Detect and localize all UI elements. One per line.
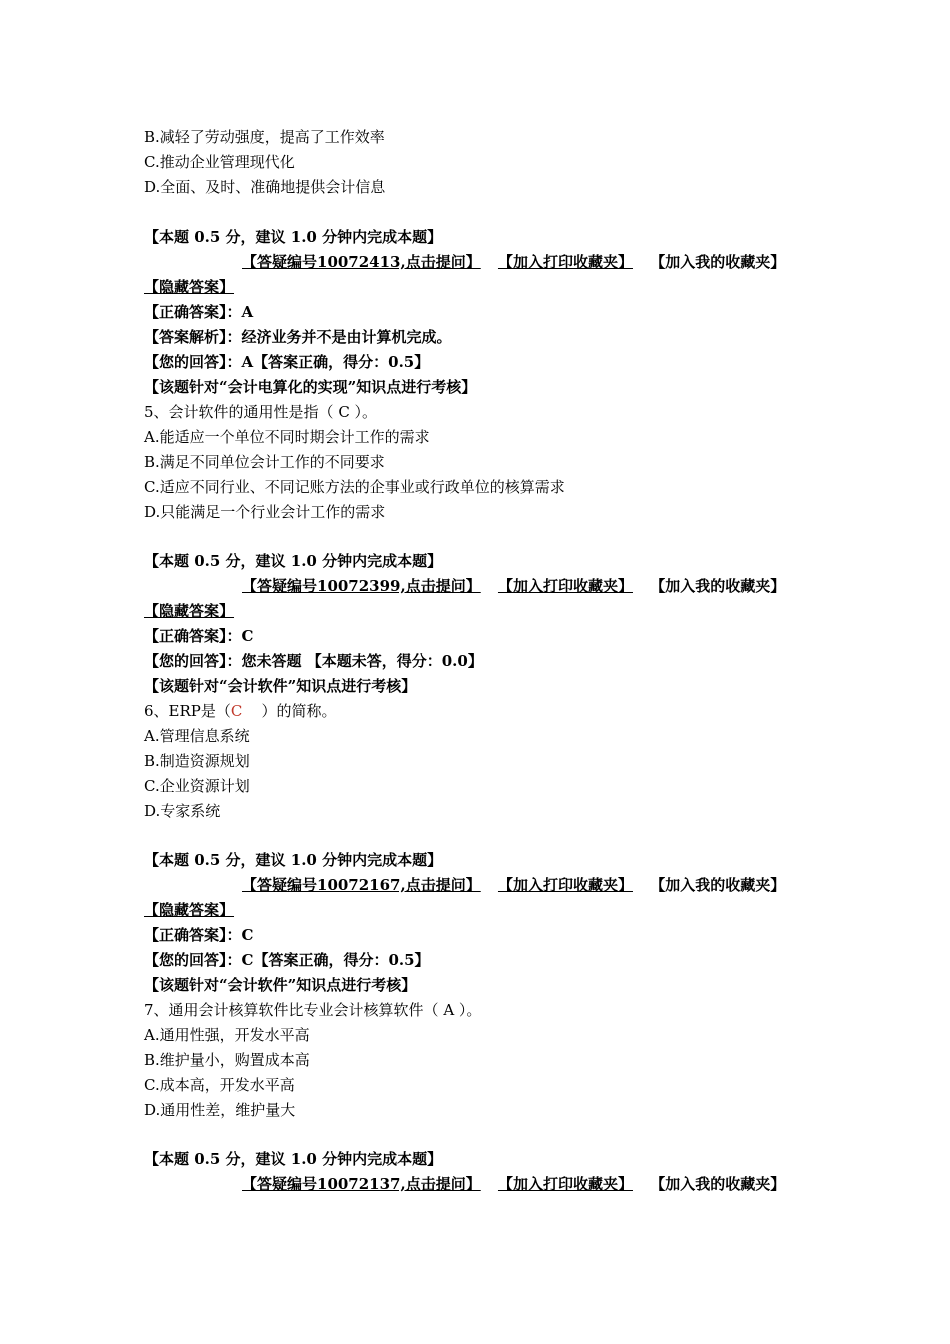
option-b: B.减轻了劳动强度，提高了工作效率 [144,128,385,146]
option-b: B.制造资源规划 [144,752,250,770]
your-answer: 【您的回答】：C【答案正确，得分：0.5】 [144,951,430,969]
option-c: C.推动企业管理现代化 [144,153,295,171]
option-d: D.专家系统 [144,802,221,820]
add-print-favorites-link[interactable]: 【加入打印收藏夹】 [497,577,633,595]
answer-analysis: 【答案解析】：经济业务并不是由计算机完成。 [144,328,452,346]
option-c: C.企业资源计划 [144,777,250,795]
question-meta: 【本题 0.5 分，建议 1.0 分钟内完成本题】 [144,851,443,869]
option-b: B.维护量小，购置成本高 [144,1051,310,1069]
question-links [242,251,797,273]
question-stem [144,700,336,722]
add-my-favorites-link[interactable]: 【加入我的收藏夹】 [650,577,786,595]
option-b: B.满足不同单位会计工作的不同要求 [144,453,385,471]
add-my-favorites-link[interactable]: 【加入我的收藏夹】 [650,876,786,894]
hide-answer-link[interactable]: 【隐藏答案】 [144,901,235,919]
add-print-favorites-link[interactable]: 【加入打印收藏夹】 [497,253,633,271]
option-d: D.通用性差，维护量大 [144,1101,296,1119]
knowledge-point: 【该题针对“会计电算化的实现”知识点进行考核】 [144,378,477,396]
correct-answer: 【正确答案】：C [144,627,254,645]
option-c: C.成本高，开发水平高 [144,1076,295,1094]
question-meta: 【本题 0.5 分，建议 1.0 分钟内完成本题】 [144,552,443,570]
option-a: A.管理信息系统 [144,727,250,745]
question-stem: 5、会计软件的通用性是指（ C ）。 [144,403,378,421]
question-links [242,874,797,896]
question-meta: 【本题 0.5 分，建议 1.0 分钟内完成本题】 [144,228,443,246]
add-my-favorites-link[interactable]: 【加入我的收藏夹】 [650,253,786,271]
question-meta: 【本题 0.5 分，建议 1.0 分钟内完成本题】 [144,1150,443,1168]
knowledge-point: 【该题针对“会计软件”知识点进行考核】 [144,677,417,695]
stem-suffix: ）的简称。 [242,702,337,720]
knowledge-point: 【该题针对“会计软件”知识点进行考核】 [144,976,417,994]
stem-answer: C [230,702,243,720]
your-answer: 【您的回答】：A【答案正确，得分：0.5】 [144,353,430,371]
correct-answer: 【正确答案】：A [144,303,254,321]
ask-question-link[interactable]: 【答疑编号10072167,点击提问】 [242,876,481,894]
option-d: D.全面、及时、准确地提供会计信息 [144,178,386,196]
your-answer: 【您的回答】：您未答题 【本题未答，得分：0.0】 [144,652,483,670]
add-print-favorites-link[interactable]: 【加入打印收藏夹】 [497,1175,633,1193]
ask-question-link[interactable]: 【答疑编号10072413,点击提问】 [242,253,481,271]
question-links [242,1173,797,1195]
option-a: A.能适应一个单位不同时期会计工作的需求 [144,428,430,446]
ask-question-link[interactable]: 【答疑编号10072137,点击提问】 [242,1175,481,1193]
option-d: D.只能满足一个行业会计工作的需求 [144,503,386,521]
stem-prefix: 6、ERP是（ [144,702,231,720]
add-print-favorites-link[interactable]: 【加入打印收藏夹】 [497,876,633,894]
add-my-favorites-link[interactable]: 【加入我的收藏夹】 [650,1175,786,1193]
option-a: A.通用性强，开发水平高 [144,1026,310,1044]
option-c: C.适应不同行业、不同记账方法的企事业或行政单位的核算需求 [144,478,565,496]
hide-answer-link[interactable]: 【隐藏答案】 [144,602,235,620]
hide-answer-link[interactable]: 【隐藏答案】 [144,278,235,296]
ask-question-link[interactable]: 【答疑编号10072399,点击提问】 [242,577,481,595]
correct-answer: 【正确答案】：C [144,926,254,944]
question-stem: 7、通用会计核算软件比专业会计核算软件（ A ）。 [144,1001,482,1019]
question-links [242,575,797,597]
